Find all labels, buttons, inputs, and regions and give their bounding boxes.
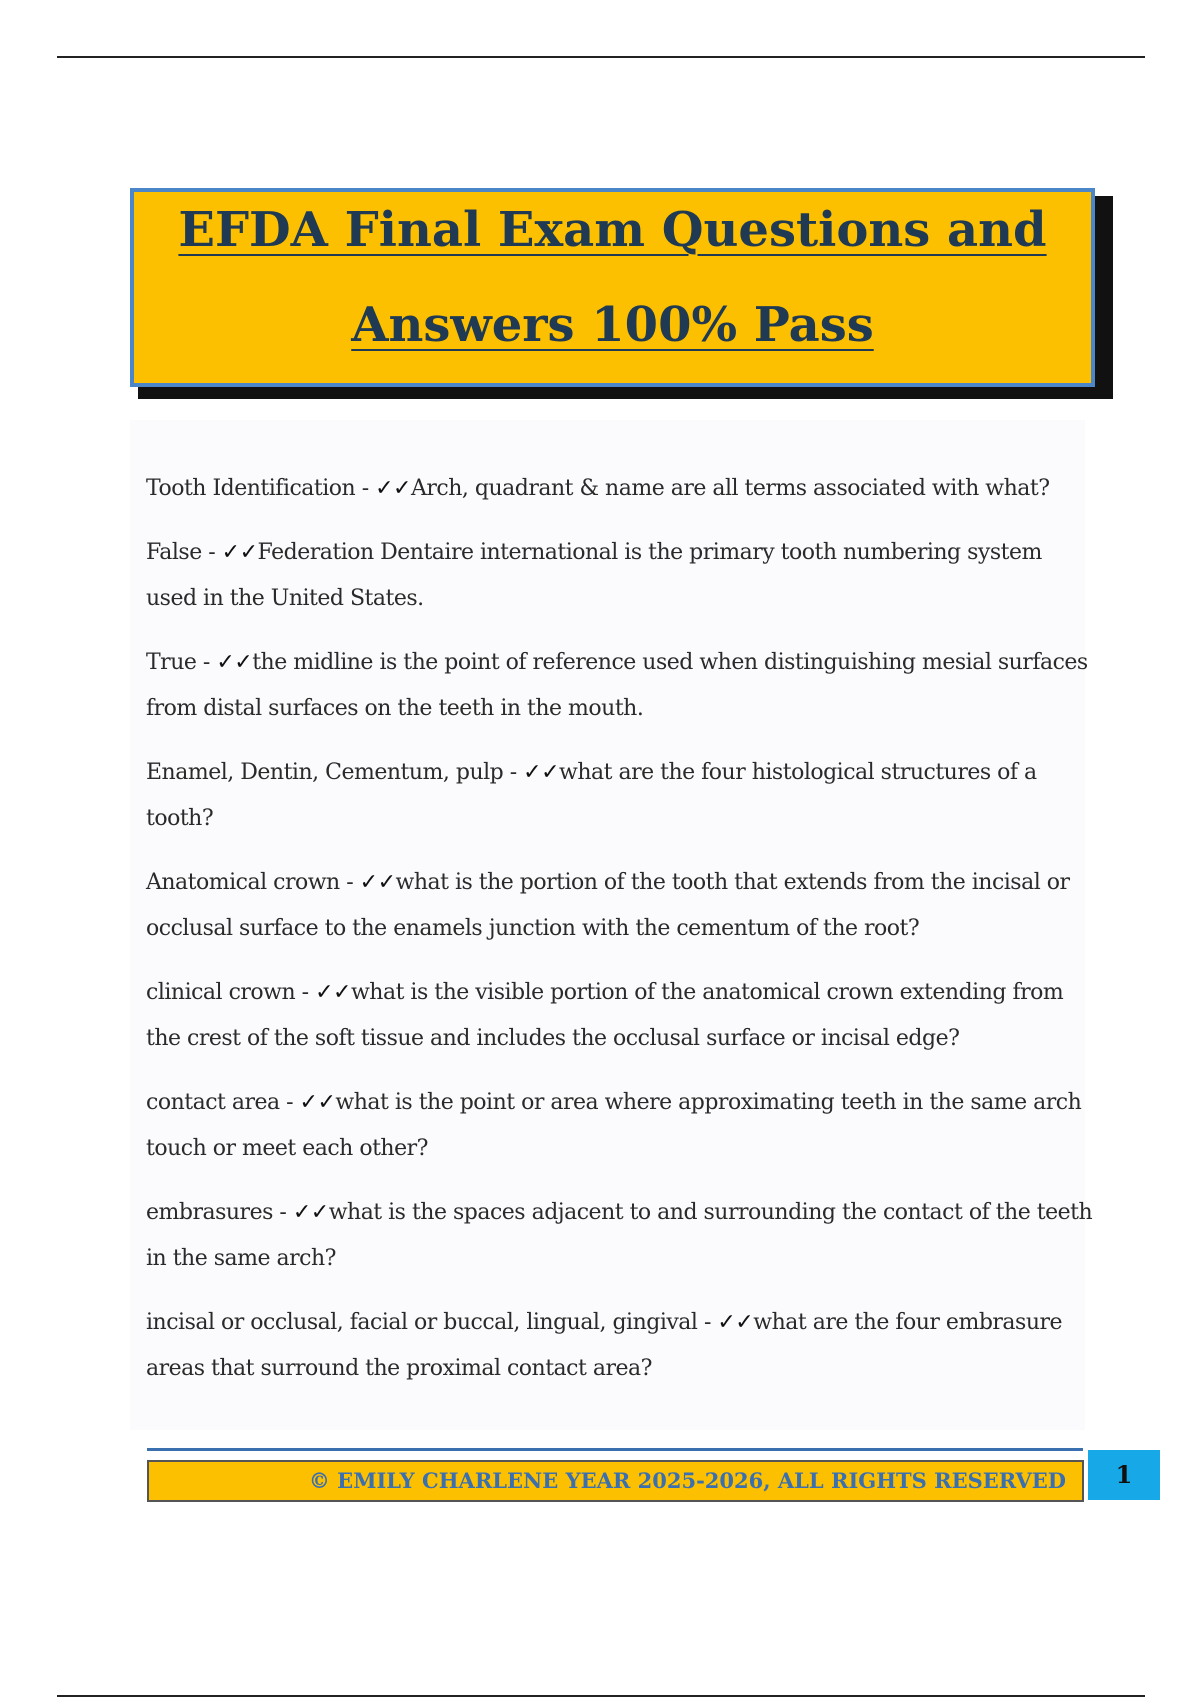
bottom-rule (57, 1695, 1145, 1697)
qa-item: incisal or occlusal, facial or buccal, lingual, gingival - ✓✓what are the four embrasure areas that surround the proximal contact area? (146, 1310, 1063, 1381)
qa-item: False - ✓✓Federation Dentaire international is the primary tooth numbering system used in the United States. (146, 540, 1042, 611)
qa-item: clinical crown - ✓✓what is the visible portion of the anatomical crown extending from the crest of the soft tissue and includes the occlusal surface or incisal edge? (146, 980, 1064, 1051)
page-number: 1 (1088, 1450, 1160, 1500)
qa-item: Enamel, Dentin, Cementum, pulp - ✓✓what are the four histological structures of a tooth? (146, 760, 1037, 831)
title-line-2: Answers 100% Pass (351, 297, 874, 353)
qa-list (146, 466, 1096, 1410)
qa-item: True - ✓✓the midline is the point of reference used when distinguishing mesial surfaces from distal surfaces on the teeth in the mouth. (146, 650, 1088, 721)
double-check-icon: ✓✓ (523, 760, 560, 785)
double-check-icon: ✓✓ (717, 1310, 754, 1335)
double-check-icon: ✓✓ (292, 1200, 329, 1225)
top-rule (57, 56, 1145, 58)
double-check-icon: ✓✓ (359, 870, 396, 895)
copyright-text: © EMILY CHARLENE YEAR 2025-2026, ALL RIGHTS RESERVED (308, 1468, 1066, 1493)
footer-rule (147, 1448, 1083, 1451)
qa-item: Anatomical crown - ✓✓what is the portion of the tooth that extends from the incisal or occlusal surface to the enamels junction with the cementum of the root? (146, 870, 1070, 941)
qa-item: Tooth Identification - ✓✓Arch, quadrant & name are all terms associated with what? (146, 476, 1050, 501)
double-check-icon: ✓✓ (375, 476, 411, 501)
double-check-icon: ✓✓ (299, 1090, 336, 1115)
double-check-icon: ✓✓ (216, 650, 253, 675)
qa-item: embrasures - ✓✓what is the spaces adjacent to and surrounding the contact of the teeth in the same arch? (146, 1200, 1093, 1271)
double-check-icon: ✓✓ (315, 980, 351, 1005)
qa-item: contact area - ✓✓what is the point or area where approximating teeth in the same arch touch or meet each other? (146, 1090, 1082, 1161)
title-box (130, 188, 1095, 387)
title-line-1: EFDA Final Exam Questions and (178, 202, 1047, 258)
double-check-icon: ✓✓ (221, 540, 258, 565)
footer-bar (147, 1460, 1084, 1502)
